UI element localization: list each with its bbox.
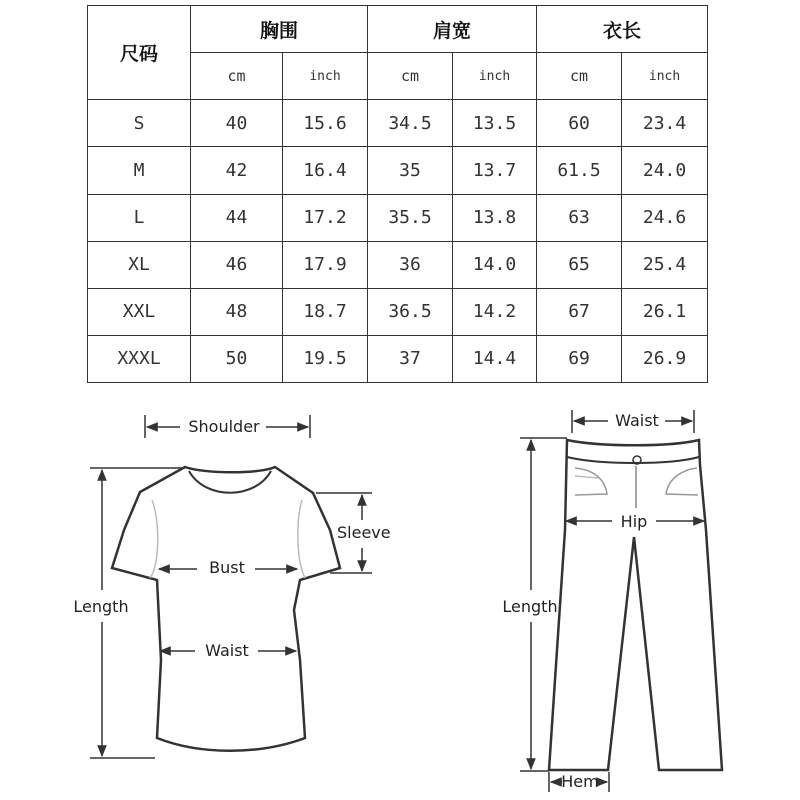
- measurement-cell: 36: [368, 241, 453, 288]
- measurement-cell: 17.2: [283, 194, 368, 241]
- measurement-diagrams: [0, 390, 800, 800]
- pants-pocket-right: [666, 468, 698, 495]
- pants-length-label: Length: [502, 597, 558, 616]
- measurement-cell: 17.9: [283, 241, 368, 288]
- shirt-bust-label: Bust: [209, 558, 245, 577]
- measurement-cell: 61.5: [537, 147, 622, 194]
- unit-header: cm: [368, 53, 453, 100]
- shirt-waist-label: Waist: [205, 641, 249, 660]
- measurement-cell: 34.5: [368, 100, 453, 147]
- unit-header: cm: [191, 53, 283, 100]
- size-cell: XXL: [88, 288, 191, 335]
- measurement-cell: 16.4: [283, 147, 368, 194]
- unit-header: inch: [453, 53, 537, 100]
- size-cell: M: [88, 147, 191, 194]
- size-cell: XL: [88, 241, 191, 288]
- measurement-cell: 35: [368, 147, 453, 194]
- measurement-cell: 23.4: [622, 100, 708, 147]
- measurement-cell: 26.9: [622, 335, 708, 382]
- pants-waist-label: Waist: [615, 411, 659, 430]
- pants-hip-label: Hip: [620, 512, 648, 531]
- measurement-cell: 26.1: [622, 288, 708, 335]
- measurement-cell: 14.0: [453, 241, 537, 288]
- measurement-cell: 25.4: [622, 241, 708, 288]
- measurement-cell: 24.6: [622, 194, 708, 241]
- tshirt-measure-lines: [90, 415, 372, 758]
- measurement-cell: 24.0: [622, 147, 708, 194]
- measurement-cell: 18.7: [283, 288, 368, 335]
- length-group-header: 衣长: [537, 6, 708, 53]
- measurement-cell: 65: [537, 241, 622, 288]
- unit-header: cm: [537, 53, 622, 100]
- tshirt-diagram: [112, 467, 340, 751]
- measurement-cell: 48: [191, 288, 283, 335]
- measurement-cell: 15.6: [283, 100, 368, 147]
- size-cell: S: [88, 100, 191, 147]
- measurement-cell: 14.4: [453, 335, 537, 382]
- measurement-cell: 42: [191, 147, 283, 194]
- table-header-row: [88, 6, 708, 53]
- measurement-cell: 46: [191, 241, 283, 288]
- measurement-cell: 60: [537, 100, 622, 147]
- tshirt-seam-right: [298, 500, 305, 578]
- tshirt-seam-left: [150, 500, 158, 578]
- table-row: [88, 241, 708, 288]
- table-row: [88, 100, 708, 147]
- shirt-length-label: Length: [73, 597, 129, 616]
- unit-header: inch: [283, 53, 368, 100]
- table-row: [88, 147, 708, 194]
- pants-coin-pocket: [575, 476, 598, 478]
- table-row: [88, 335, 708, 382]
- size-chart-table: [87, 5, 708, 383]
- measurement-cell: 35.5: [368, 194, 453, 241]
- unit-header: inch: [622, 53, 708, 100]
- measurement-cell: 13.7: [453, 147, 537, 194]
- measurement-cell: 37: [368, 335, 453, 382]
- table-row: [88, 288, 708, 335]
- measurement-cell: 19.5: [283, 335, 368, 382]
- measurement-cell: 63: [537, 194, 622, 241]
- tshirt-collar: [189, 471, 271, 493]
- pants-diagram: [549, 440, 722, 770]
- tshirt-outline: [112, 467, 340, 751]
- measurement-cell: 13.8: [453, 194, 537, 241]
- size-cell: L: [88, 194, 191, 241]
- measurement-cell: 50: [191, 335, 283, 382]
- table-row: [88, 194, 708, 241]
- shirt-shoulder-label: Shoulder: [188, 417, 260, 436]
- measurement-cell: 13.5: [453, 100, 537, 147]
- measurement-cell: 14.2: [453, 288, 537, 335]
- measurement-cell: 69: [537, 335, 622, 382]
- measurement-cell: 67: [537, 288, 622, 335]
- size-cell: XXXL: [88, 335, 191, 382]
- shirt-sleeve-label: Sleeve: [337, 523, 391, 542]
- size-column-header: 尺码: [88, 6, 191, 100]
- pants-pocket-left: [575, 468, 607, 495]
- shoulder-group-header: 肩宽: [368, 6, 537, 53]
- pants-hem-label: Hem: [561, 772, 599, 791]
- measurement-cell: 44: [191, 194, 283, 241]
- chest-group-header: 胸围: [191, 6, 368, 53]
- measurement-cell: 40: [191, 100, 283, 147]
- measurement-cell: 36.5: [368, 288, 453, 335]
